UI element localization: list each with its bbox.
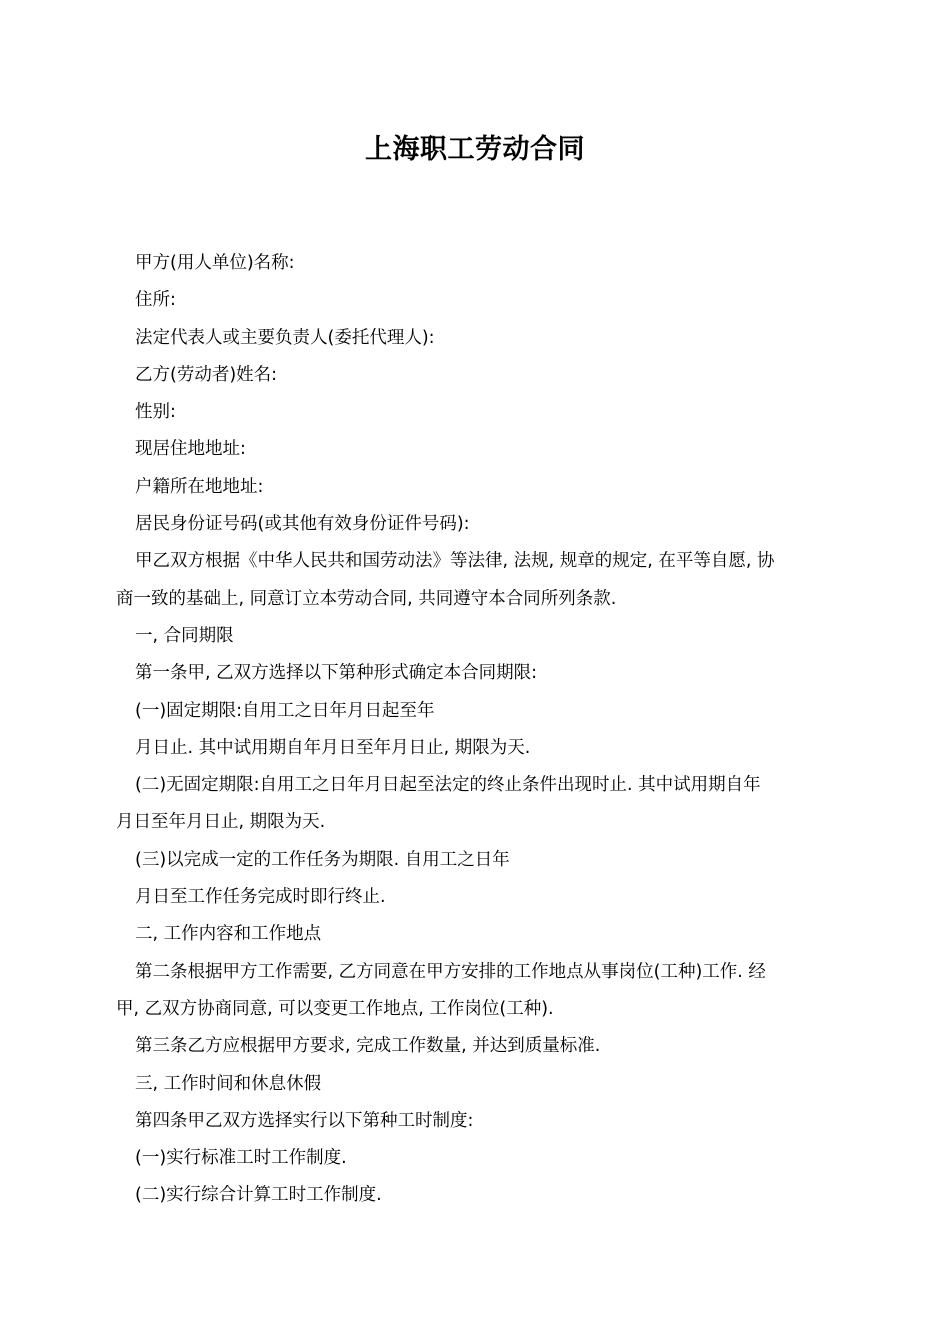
paragraph-line: 第三条乙方应根据甲方要求, 完成工作数量, 并达到质量标准. xyxy=(135,1036,601,1057)
paragraph-line: 二, 工作内容和工作地点 xyxy=(135,924,322,945)
paragraph-line: 甲乙双方根据《中华人民共和国劳动法》等法律, 法规, 规章的规定, 在平等自愿, 协 xyxy=(135,551,775,572)
paragraph-line: (一)实行标准工时工作制度. xyxy=(135,1148,347,1169)
paragraph-line: 第四条甲乙双方选择实行以下第种工时制度: xyxy=(135,1110,474,1131)
paragraph-line: (一)固定期限:自用工之日年月日起至年 xyxy=(135,700,435,721)
paragraph-line: 月日至工作任务完成时即行终止. xyxy=(135,887,386,908)
paragraph-line: 三, 工作时间和休息休假 xyxy=(135,1073,322,1094)
paragraph-line: 性别: xyxy=(135,402,176,423)
paragraph-line: 乙方(劳动者)姓名: xyxy=(135,364,278,385)
paragraph-line: 月日至年月日止, 期限为天. xyxy=(116,812,326,833)
paragraph-line: 第二条根据甲方工作需要, 乙方同意在甲方安排的工作地点从事岗位(工种)工作. 经 xyxy=(135,961,766,982)
paragraph-line: 现居住地地址: xyxy=(135,439,246,460)
document-title: 上海职工劳动合同 xyxy=(365,134,585,165)
paragraph-line: (二)无固定期限:自用工之日年月日起至法定的终止条件出现时止. 其中试用期自年 xyxy=(135,775,761,796)
paragraph-line: 居民身份证号码(或其他有效身份证件号码): xyxy=(135,514,470,535)
paragraph-line: 户籍所在地地址: xyxy=(135,476,264,497)
paragraph-line: 第一条甲, 乙双方选择以下第种形式确定本合同期限: xyxy=(135,663,538,684)
paragraph-line: (二)实行综合计算工时工作制度. xyxy=(135,1185,382,1206)
paragraph-line: (三)以完成一定的工作任务为期限. 自用工之日年 xyxy=(135,849,510,870)
paragraph-line: 甲方(用人单位)名称: xyxy=(135,253,295,273)
paragraph-line: 商一致的基础上, 同意订立本劳动合同, 共同遵守本合同所列条款. xyxy=(116,588,617,609)
document-body xyxy=(116,245,838,1215)
paragraph-line: 法定代表人或主要负责人(委托代理人): xyxy=(135,327,435,348)
paragraph-line: 一, 合同期限 xyxy=(135,625,234,646)
paragraph-line: 住所: xyxy=(135,290,176,311)
paragraph-line: 月日止. 其中试用期自年月日至年月日止, 期限为天. xyxy=(135,737,531,758)
paragraph-line: 甲, 乙双方协商同意, 可以变更工作地点, 工作岗位(工种). xyxy=(116,998,554,1019)
